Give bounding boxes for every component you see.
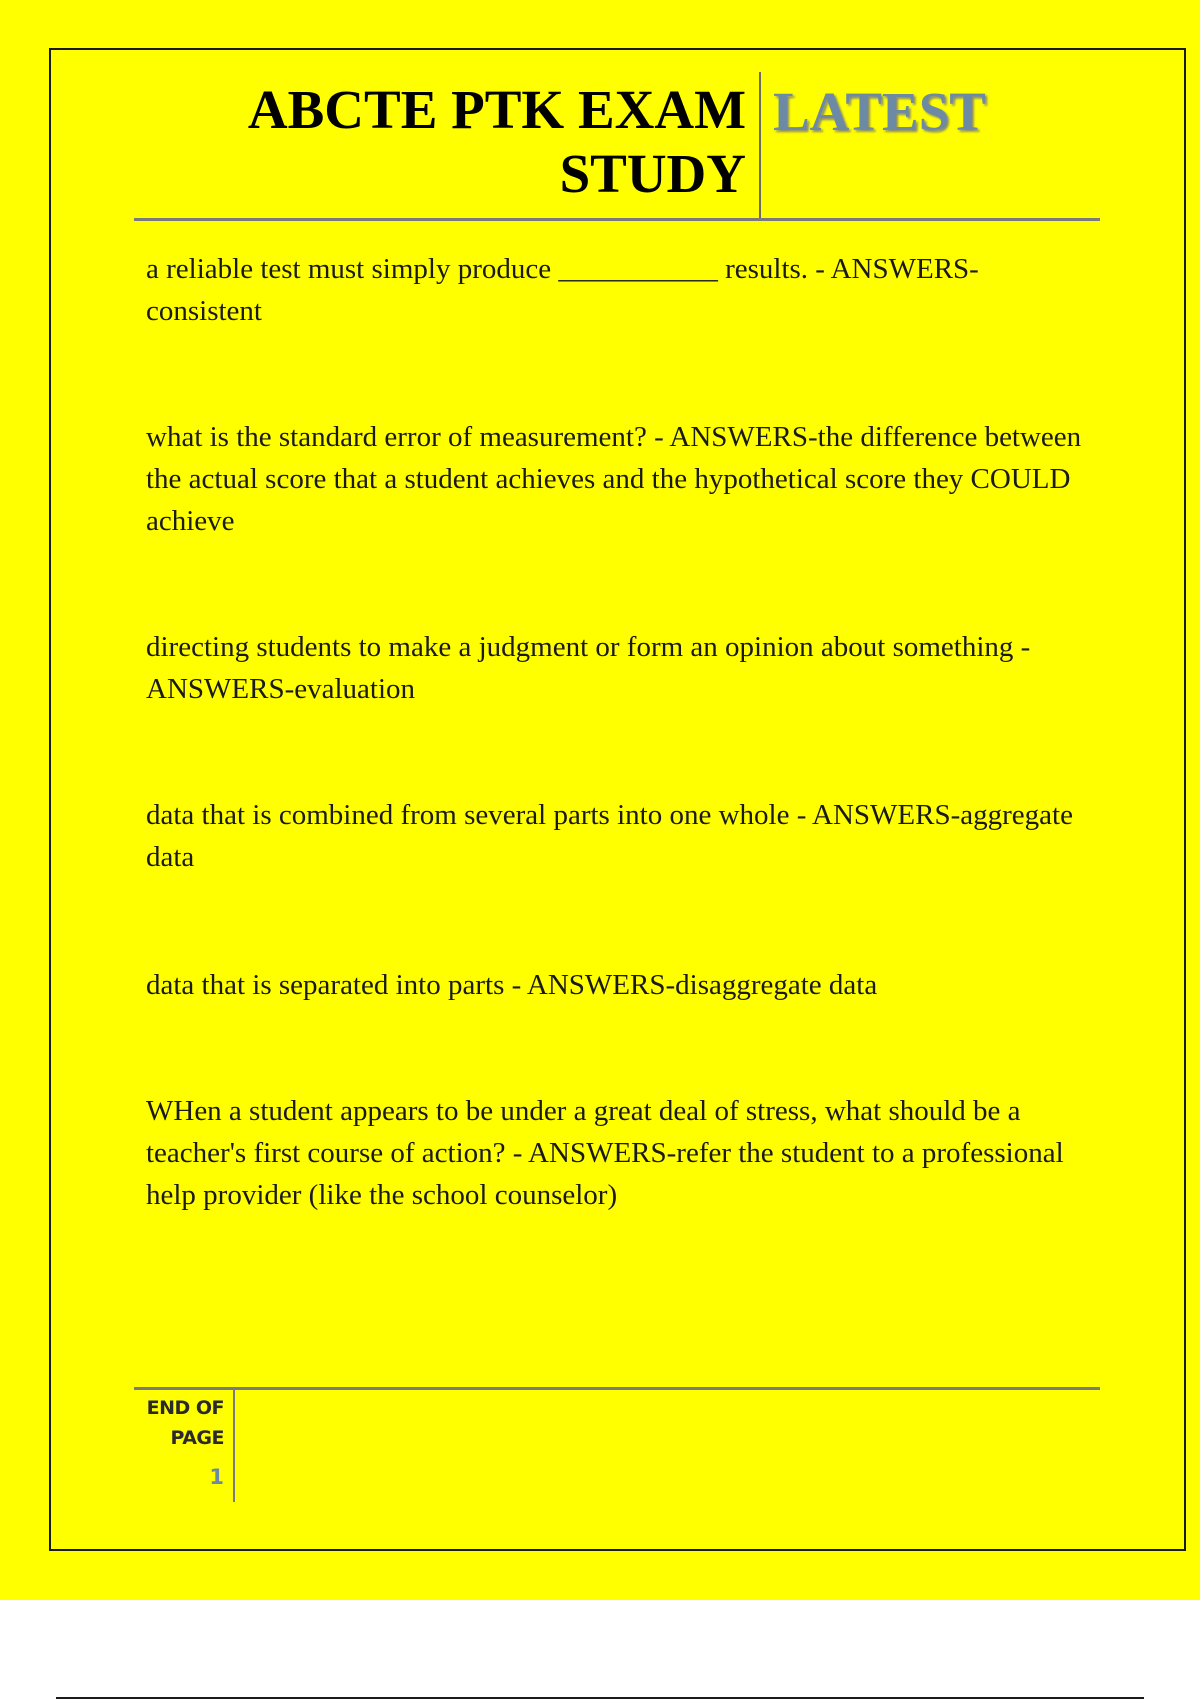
qa-item: what is the standard error of measurement? - ANSWERS-the difference between the actual score that a student achieves and the hypothetical score they COULD achieve (146, 421, 1082, 537)
header-rule (134, 218, 1100, 221)
qa-item: data that is separated into parts - ANSWERS-disaggregate data (146, 969, 878, 1001)
document-title (134, 78, 746, 206)
title-line-1: ABCTE PTK EXAM (247, 79, 746, 140)
footer-divider (233, 1389, 235, 1502)
title-line-2: STUDY (559, 143, 746, 204)
bottom-rule (56, 1697, 1144, 1699)
title-divider (759, 72, 761, 220)
footer-label-line-1: END OF (146, 1397, 224, 1419)
page-number: 1 (209, 1465, 224, 1489)
qa-item: a reliable test must simply produce ___________ results. - ANSWERS-consistent (146, 253, 979, 327)
latest-tag: LATEST (773, 81, 986, 142)
qa-item: directing students to make a judgment or form an opinion about something - ANSWERS-evaluation (146, 631, 1031, 705)
footer-label-line-2: PAGE (170, 1427, 224, 1449)
end-of-page-label (140, 1393, 224, 1453)
qa-item: WHen a student appears to be under a great deal of stress, what should be a teacher's first course of action? - ANSWERS-refer the student to a professional help provider (like the school counselor) (146, 1095, 1064, 1211)
qa-item: data that is combined from several parts into one whole - ANSWERS-aggregate data (146, 799, 1073, 873)
footer-rule (134, 1387, 1100, 1390)
